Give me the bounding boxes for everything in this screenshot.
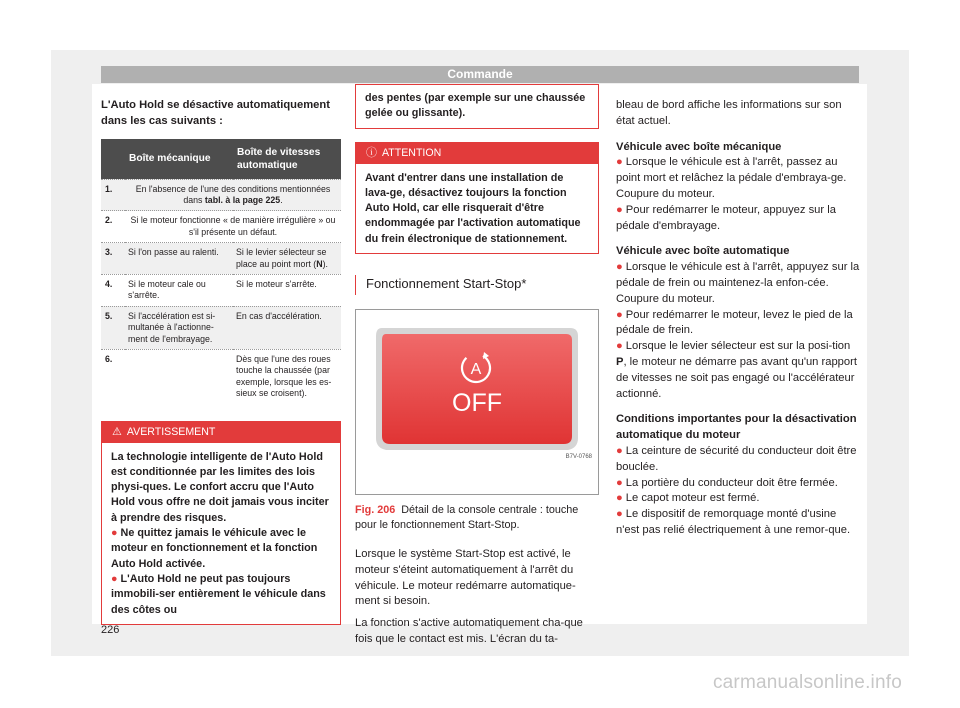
- info-circle-icon: ⓘ: [366, 146, 377, 159]
- cell-auto: [233, 243, 341, 275]
- list-item: [616, 203, 862, 235]
- table-header-auto: Boîte de vitesses automatique: [233, 139, 341, 179]
- cell-text-end: ).: [322, 258, 328, 269]
- cell-text: En l'absence de l'une des conditions mentionnées dans: [135, 183, 331, 205]
- attention-header: [356, 143, 598, 164]
- cell-manual: Si le moteur cale ou s'arrête.: [125, 274, 233, 306]
- cell-auto: Si le moteur s'arrête.: [233, 274, 341, 306]
- warning-bullet: [111, 572, 331, 618]
- table-header-row: [101, 139, 341, 179]
- list-item-text: Le capot moteur est fermé.: [625, 492, 760, 505]
- start-stop-button-illustration: [356, 310, 598, 494]
- table-row: [101, 306, 341, 349]
- cell-bold: N: [316, 258, 323, 269]
- warning-title: AVERTISSEMENT: [126, 425, 216, 438]
- list-item-text: Lorsque le levier sélecteur est sur la posi-tion: [625, 340, 851, 353]
- row-span-cell: Si le moteur fonctionne « de manière irrégulière » ou s'il présente un défaut.: [125, 211, 341, 243]
- figure-start-stop: [355, 309, 599, 495]
- cell-auto: Dès que l'une des roues touche la chaussée (par exemple, lorsque les es-sieux se croisent).: [233, 349, 341, 403]
- bullet-icon: ●: [616, 508, 623, 521]
- list-item-text: La portière du conducteur doit être fermée.: [625, 476, 838, 489]
- cell-manual: [125, 349, 233, 403]
- cell-auto: En cas d'accélération.: [233, 306, 341, 349]
- list-item: [616, 491, 862, 507]
- row-number: 3.: [101, 243, 125, 275]
- bullet-icon: ●: [616, 340, 623, 353]
- bullet-icon: ●: [616, 203, 623, 216]
- warning-header: [102, 422, 340, 443]
- subheading-conditions: Conditions importantes pour la désactivation automatique du moteur: [616, 413, 857, 442]
- warning-box: [101, 421, 341, 625]
- list-item: [616, 339, 862, 402]
- figure-number: Fig. 206: [355, 504, 396, 517]
- list-item: [616, 507, 862, 539]
- list-item: [616, 308, 862, 340]
- column-middle: [355, 84, 599, 648]
- bullet-icon: ●: [616, 476, 623, 489]
- row-number: 4.: [101, 274, 125, 306]
- watermark: carmanualsonline.info: [712, 672, 902, 693]
- paragraph: Lorsque le système Start-Stop est activé, le moteur s'éteint automatiquement à l'arrêt du véhicule. Le moteur redémarre automatique-ment si besoin.: [355, 548, 576, 608]
- table-row: [101, 349, 341, 403]
- list-item-text: La ceinture de sécurité du conducteur doit être bouclée.: [616, 444, 857, 473]
- row-span-cell: [125, 179, 341, 211]
- row-number: 1.: [101, 179, 125, 211]
- warning-continuation-box: [355, 84, 599, 129]
- table-row: [101, 243, 341, 275]
- figure-caption-text: Détail de la console centrale : touche pour le fonctionnement Start-Stop.: [355, 504, 579, 532]
- intro-heading: L'Auto Hold se désactive automatiquement dans les cas suivants :: [101, 99, 330, 127]
- figure-caption: [355, 503, 599, 533]
- list-item: [616, 260, 862, 307]
- attention-box: [355, 142, 599, 254]
- list-item: [616, 476, 862, 492]
- list-item-text: Pour redémarrer le moteur, levez le pied de la pédale de frein.: [616, 308, 853, 337]
- row-number: 2.: [101, 211, 125, 243]
- bullet-icon: ●: [616, 308, 623, 321]
- list-item-text: Lorsque le véhicule est à l'arrêt, appuyez sur la pédale de frein ou maintenez-la enfon-cée. Coupure du moteur.: [616, 261, 860, 305]
- warning-bullet: [111, 526, 331, 572]
- row-number: 5.: [101, 306, 125, 349]
- table-row: [101, 211, 341, 243]
- bullet-text: L'Auto Hold ne peut pas toujours immobili-ser entièrement le véhicule dans des côtes ou: [111, 572, 326, 616]
- cell-manual: Si l'accélération est si-multanée à l'actionne-ment de l'embrayage.: [125, 306, 233, 349]
- subheading-auto: Véhicule avec boîte automatique: [616, 245, 790, 258]
- bullet-text: Ne quittez jamais le véhicule avec le moteur en fonctionnement et la fonction Auto Hold activée.: [111, 527, 318, 570]
- list-item-text: Lorsque le véhicule est à l'arrêt, passez au point mort et relâchez la pédale d'embraya-ge. Coupure du moteur.: [616, 156, 847, 200]
- bullet-icon: ●: [616, 156, 623, 169]
- paragraph: bleau de bord affiche les informations sur son état actuel.: [616, 99, 842, 127]
- warning-text: La technologie intelligente de l'Auto Hold est conditionnée par les limites des lois physi-ques. Le confort accru que l'Auto Hold vous offre ne doit jamais vous inciter à prendre des risques.: [111, 450, 329, 524]
- cell-text-end: .: [280, 194, 283, 205]
- bullet-icon: ●: [616, 261, 623, 274]
- column-right: [616, 84, 862, 539]
- table-row: [101, 274, 341, 306]
- attention-text: Avant d'entrer dans une installation de lava-ge, désactivez toujours la fonction Auto Hold, car elle risquerait d'être endommagée par l'activation automatique du frein électronique de stationnement.: [365, 171, 581, 245]
- table-reference-link[interactable]: tabl. à la page 225: [204, 194, 281, 205]
- bullet-icon: ●: [616, 444, 623, 457]
- list-item-text: Pour redémarrer le moteur, appuyez sur la pédale d'embrayage.: [616, 203, 836, 232]
- subheading-manual: Véhicule avec boîte mécanique: [616, 140, 782, 153]
- attention-title: ATTENTION: [382, 146, 442, 159]
- warning-body: [102, 443, 340, 624]
- list-item-text-end: , le moteur ne démarre pas avant qu'un rapport de vitesses ne soit pas engagé ou l'accélérateur actionné.: [616, 355, 857, 400]
- list-item: [616, 444, 862, 476]
- list-item: [616, 155, 862, 202]
- bullet-icon: ●: [616, 492, 623, 505]
- table-header-manual: Boîte mécanique: [125, 139, 233, 179]
- table-header-num: [101, 139, 125, 179]
- bullet-icon: ●: [111, 572, 121, 585]
- auto-hold-table: [101, 139, 341, 404]
- page-header: Commande: [101, 66, 859, 83]
- cell-manual: Si l'on passe au ralenti.: [125, 243, 233, 275]
- warning-triangle-icon: ⚠: [112, 425, 122, 438]
- row-number: 6.: [101, 349, 125, 403]
- page-number: 226: [101, 624, 120, 636]
- column-left: [101, 84, 341, 625]
- list-item-bold: P: [616, 355, 624, 368]
- section-title: Fonctionnement Start-Stop*: [355, 275, 599, 295]
- bullet-icon: ●: [111, 527, 121, 540]
- continuation-text: des pentes (par exemple sur une chaussée gelée ou glissante).: [365, 92, 586, 120]
- figure-code: B7V-0768: [565, 454, 592, 461]
- button-letter: A: [470, 361, 482, 379]
- button-off-label: OFF: [452, 389, 502, 418]
- list-item-text: Le dispositif de remorquage monté d'usine n'est pas relié électriquement à une remor-que.: [616, 508, 851, 536]
- cell-text: Si le levier sélecteur se place au point mort (: [236, 247, 327, 269]
- paragraph: La fonction s'active automatiquement cha-que fois que le contact est mis. L'écran du ta-: [355, 617, 583, 646]
- table-row: [101, 179, 341, 211]
